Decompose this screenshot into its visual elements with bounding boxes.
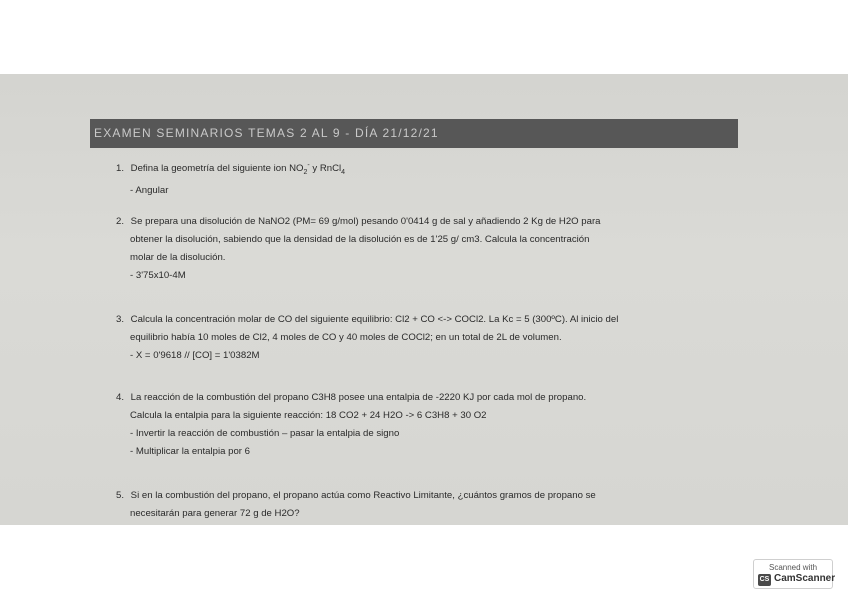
- question-4: [116, 389, 756, 461]
- answer-line: - Invertir la reacción de combustión – pasar la entalpia de signo: [130, 428, 400, 439]
- rn-subscript: 4: [341, 169, 346, 177]
- camscanner-logo-icon: CS: [758, 574, 771, 586]
- question-number: 2.: [116, 216, 125, 227]
- question-text: Si en la combustión del propano, el propano actúa como Reactivo Limitante, ¿cuántos gramos de propano se: [130, 490, 596, 501]
- question-text-cont: y RnCl: [309, 163, 342, 175]
- answer-line: - 3'75x10-4M: [130, 270, 186, 281]
- question-text: La reacción de la combustión del propano C3H8 posee una entalpia de -2220 KJ por cada mol de propano.: [130, 392, 587, 403]
- answer-line: - X = 0'9618 // [CO] = 1'0382M: [130, 350, 260, 361]
- question-text-cont: equilibrio había 10 moles de Cl2, 4 moles de CO y 40 moles de COCl2; en un total de 2L de volumen.: [130, 332, 562, 343]
- question-text: Se prepara una disolución de NaNO2 (PM= 69 g/mol) pesando 0'0414 g de sal y añadiendo 2 Kg de H2O para: [130, 216, 601, 227]
- scanned-page: [0, 74, 848, 525]
- scanned-with-label: Scanned with: [768, 563, 818, 572]
- question-text-cont: obtener la disolución, sabiendo que la densidad de la disolución es de 1'25 g/ cm3. Calcula la concentración: [130, 234, 590, 245]
- question-number: 5.: [116, 490, 125, 501]
- question-number: 1.: [116, 163, 125, 175]
- question-5: [116, 487, 756, 523]
- question-text: Defina la geometría del siguiente ion NO: [130, 163, 304, 175]
- question-number: 3.: [116, 314, 125, 325]
- question-text: Calcula la concentración molar de CO del siguiente equilibrio: Cl2 + CO <-> COCl2. La Kc = 5 (300ºC). Al inicio del: [130, 314, 619, 325]
- camscanner-badge: [753, 559, 836, 589]
- question-3: [116, 311, 756, 365]
- camscanner-name: CamScanner: [774, 573, 836, 584]
- exam-header: EXAMEN SEMINARIOS TEMAS 2 AL 9 - DÍA 21/12/21: [90, 119, 738, 148]
- ion-superscript: -: [307, 162, 310, 169]
- answer-line: - Angular: [130, 185, 169, 197]
- question-text-cont: necesitarán para generar 72 g de H2O?: [130, 508, 300, 519]
- answer-line: - Multiplicar la entalpia por 6: [130, 446, 250, 457]
- question-1: [116, 157, 756, 200]
- question-number: 4.: [116, 392, 125, 403]
- ion-subscript: 2: [303, 169, 308, 177]
- question-text-cont: molar de la disolución.: [130, 252, 226, 263]
- question-2: [116, 213, 756, 285]
- question-text-cont: Calcula la entalpia para la siguiente reacción: 18 CO2 + 24 H2O -> 6 C3H8 + 30 O2: [130, 410, 487, 421]
